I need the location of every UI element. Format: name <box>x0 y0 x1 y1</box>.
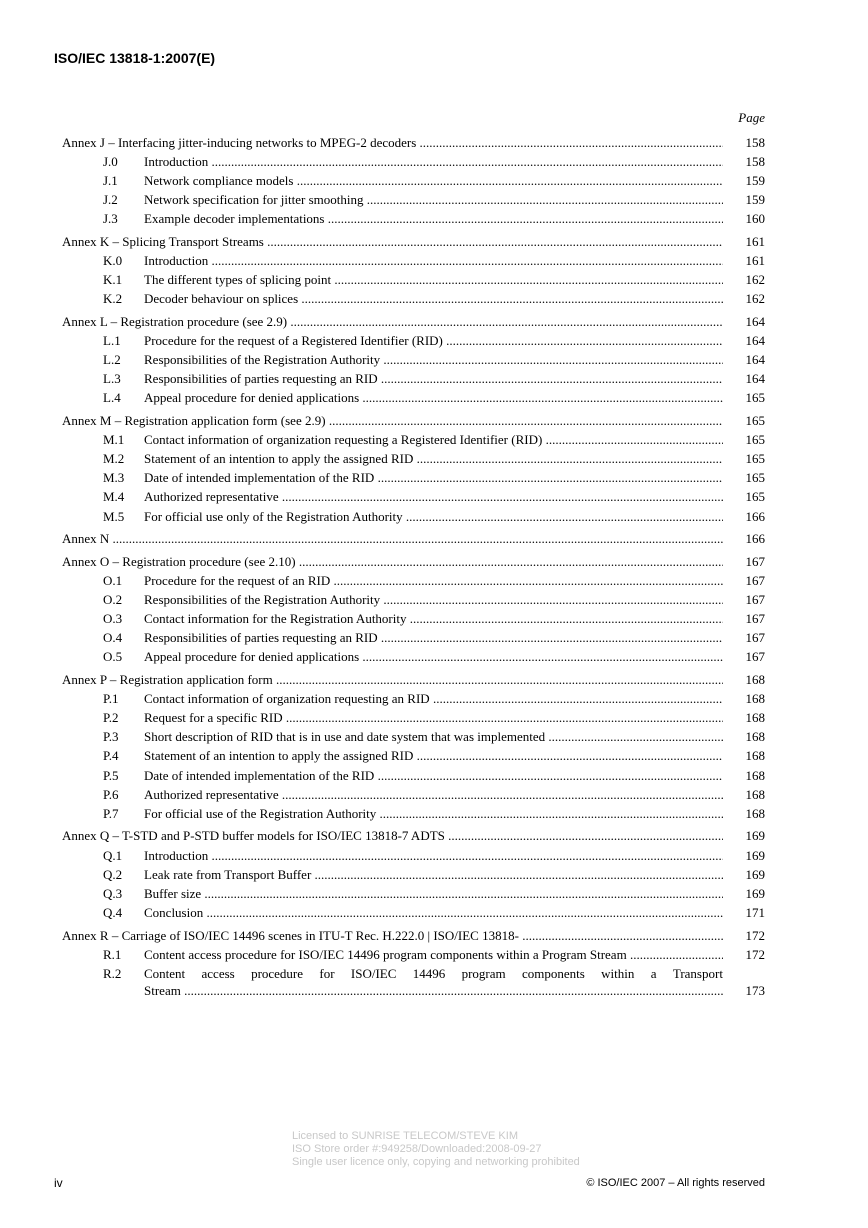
toc-section-title: Procedure for the request of an RID ..... <box>144 571 723 590</box>
toc-annex-entry[interactable] <box>62 411 765 430</box>
page-column-label: Page <box>738 110 765 125</box>
toc-section-number: M.5 <box>103 508 125 524</box>
watermark-line: Licensed to SUNRISE TELECOM/STEVE KIM <box>292 1130 518 1142</box>
toc-page-number: 161 <box>745 253 765 269</box>
toc-section-entry[interactable] <box>62 609 765 628</box>
toc-section-entry[interactable] <box>62 964 765 1001</box>
toc-section-entry[interactable] <box>62 590 765 609</box>
toc-annex-entry[interactable] <box>62 670 765 689</box>
toc-section-title: Date of intended implementation of the RID ..... <box>144 766 723 785</box>
toc-section-entry[interactable] <box>62 289 765 308</box>
toc-section-title: Authorized representative ..... <box>144 487 723 506</box>
toc-page-number: 168 <box>745 672 765 688</box>
toc-section-entry[interactable] <box>62 152 765 171</box>
toc-page-number: 168 <box>745 748 765 764</box>
toc-section-title: Contact information of organization requesting a Registered Identifier (RID) ..... <box>144 430 723 449</box>
toc-annex-entry[interactable] <box>62 552 765 571</box>
toc-annex-title: Annex Q – T-STD and P-STD buffer models for ISO/IEC 13818-7 ADTS ..... <box>62 826 723 845</box>
toc-section-entry[interactable] <box>62 270 765 289</box>
toc-section-entry[interactable] <box>62 804 765 823</box>
toc-section-title: Introduction ..... <box>144 152 723 171</box>
table-of-contents <box>62 133 765 1001</box>
watermark-line: Single user licence only, copying and networking prohibited <box>292 1156 580 1168</box>
toc-annex-title: Annex J – Interfacing jitter-inducing networks to MPEG-2 decoders ..... <box>62 133 723 152</box>
toc-annex-entry[interactable] <box>62 312 765 331</box>
toc-section-number: L.4 <box>103 390 121 406</box>
page-number: iv <box>54 1176 63 1190</box>
toc-annex-entry[interactable] <box>62 529 765 548</box>
toc-section-number: L.3 <box>103 371 121 387</box>
toc-section-number: O.1 <box>103 573 123 589</box>
toc-page-number: 168 <box>745 767 765 783</box>
toc-section-title: Request for a specific RID ..... <box>144 708 723 727</box>
toc-section-entry[interactable] <box>62 647 765 666</box>
toc-section-entry[interactable] <box>62 689 765 708</box>
toc-section-entry[interactable] <box>62 190 765 209</box>
toc-section-number: Q.1 <box>103 847 123 863</box>
toc-section-title: Contact information of organization requesting an RID ..... <box>144 689 723 708</box>
toc-section-title: Responsibilities of the Registration Authority ..... <box>144 590 723 609</box>
toc-section-entry[interactable] <box>62 388 765 407</box>
toc-section-title: Authorized representative ..... <box>144 785 723 804</box>
toc-section-number: Q.3 <box>103 885 123 901</box>
toc-page-number: 169 <box>745 885 765 901</box>
toc-section-number: P.4 <box>103 748 119 764</box>
toc-section-entry[interactable] <box>62 746 765 765</box>
toc-section-entry[interactable] <box>62 487 765 506</box>
toc-annex-entry[interactable] <box>62 826 765 845</box>
toc-page-number: 169 <box>745 866 765 882</box>
toc-section-number: L.2 <box>103 352 121 368</box>
toc-section-title: Appeal procedure for denied applications ..... <box>144 647 723 666</box>
toc-page-number: 167 <box>745 592 765 608</box>
toc-section-number: M.3 <box>103 470 125 486</box>
toc-section-entry[interactable] <box>62 708 765 727</box>
toc-section-entry[interactable] <box>62 884 765 903</box>
toc-section-title: Example decoder implementations ..... <box>144 209 723 228</box>
toc-section-entry[interactable] <box>62 468 765 487</box>
toc-section-number: J.2 <box>103 192 118 208</box>
toc-section-entry[interactable] <box>62 945 765 964</box>
toc-section-title: Network compliance models ..... <box>144 171 723 190</box>
toc-annex-title: Annex M – Registration application form (see 2.9) ..... <box>62 411 723 430</box>
toc-annex-entry[interactable] <box>62 232 765 251</box>
toc-section-entry[interactable] <box>62 785 765 804</box>
toc-section-number: P.5 <box>103 767 119 783</box>
toc-section-number: O.2 <box>103 592 123 608</box>
toc-section-number: K.1 <box>103 272 123 288</box>
toc-page-number: 165 <box>745 390 765 406</box>
toc-section-entry[interactable] <box>62 430 765 449</box>
toc-annex-title: Annex K – Splicing Transport Streams ..... <box>62 232 723 251</box>
toc-section-title: Contact information for the Registration Authority ..... <box>144 609 723 628</box>
toc-page-number: 169 <box>745 847 765 863</box>
toc-page-number: 160 <box>745 211 765 227</box>
toc-page-number: 165 <box>745 470 765 486</box>
toc-section-entry[interactable] <box>62 628 765 647</box>
toc-section-title: Content access procedure for ISO/IEC 14496 program components within a Program Stream ..... <box>144 945 723 964</box>
toc-section-entry[interactable] <box>62 865 765 884</box>
toc-section-title: Leak rate from Transport Buffer ..... <box>144 865 723 884</box>
toc-section-title: Decoder behaviour on splices ..... <box>144 289 723 308</box>
toc-section-number: L.1 <box>103 333 121 349</box>
toc-section-number: P.3 <box>103 729 119 745</box>
toc-page-number: 172 <box>745 927 765 943</box>
toc-page-number: 167 <box>745 611 765 627</box>
toc-section-number: J.0 <box>103 154 118 170</box>
toc-section-entry[interactable] <box>62 350 765 369</box>
toc-section-title: Buffer size ..... <box>144 884 723 903</box>
toc-section-title-line2: Stream ..... <box>144 981 723 1000</box>
toc-page-number: 165 <box>745 489 765 505</box>
toc-section-number: J.1 <box>103 173 118 189</box>
toc-page-number: 165 <box>745 451 765 467</box>
toc-section-title: The different types of splicing point ..... <box>144 270 723 289</box>
toc-page-number: 165 <box>745 413 765 429</box>
toc-section-title: Introduction ..... <box>144 251 723 270</box>
toc-section-number: M.2 <box>103 451 125 467</box>
toc-section-entry[interactable] <box>62 369 765 388</box>
toc-page-number: 167 <box>745 573 765 589</box>
toc-section-number: P.6 <box>103 786 119 802</box>
toc-page-number: 161 <box>745 234 765 250</box>
toc-section-number: R.2 <box>103 965 122 981</box>
copyright-notice: © ISO/IEC 2007 – All rights reserved <box>586 1177 765 1189</box>
document-id-header: ISO/IEC 13818-1:2007(E) <box>54 50 216 66</box>
toc-page-number: 158 <box>745 135 765 150</box>
toc-page-number: 168 <box>745 710 765 726</box>
toc-section-title: For official use of the Registration Authority ..... <box>144 804 723 823</box>
toc-page-number: 164 <box>745 352 765 368</box>
toc-section-title-line1: Content access procedure for ISO/IEC 14496 program components within a Transport <box>144 965 723 981</box>
toc-annex-entry[interactable] <box>62 926 765 945</box>
toc-section-number: P.1 <box>103 691 119 707</box>
toc-section-number: J.3 <box>103 211 118 227</box>
toc-annex-title: Annex P – Registration application form ..... <box>62 670 723 689</box>
toc-page-number: 162 <box>745 291 765 307</box>
license-watermark <box>292 1130 580 1169</box>
toc-section-entry[interactable] <box>62 171 765 190</box>
toc-page-number: 164 <box>745 333 765 349</box>
toc-page-number: 166 <box>745 531 765 547</box>
toc-page-number: 168 <box>745 691 765 707</box>
toc-page-number: 173 <box>745 983 765 999</box>
toc-section-title: Date of intended implementation of the RID ..... <box>144 468 723 487</box>
toc-section-title: Appeal procedure for denied applications ..... <box>144 388 723 407</box>
toc-section-number: O.5 <box>103 649 123 665</box>
toc-section-title: Introduction ..... <box>144 846 723 865</box>
toc-page-number: 159 <box>745 173 765 189</box>
toc-section-number: Q.4 <box>103 904 123 920</box>
toc-annex-title: Annex R – Carriage of ISO/IEC 14496 scenes in ITU-T Rec. H.222.0 | ISO/IEC 13818- ..... <box>62 926 723 945</box>
toc-page-number: 167 <box>745 553 765 569</box>
toc-page-number: 167 <box>745 649 765 665</box>
toc-section-title: For official use only of the Registration Authority ..... <box>144 507 723 526</box>
toc-section-title: Short description of RID that is in use and date system that was implemented ..... <box>144 727 723 746</box>
toc-page-number: 164 <box>745 314 765 330</box>
toc-section-title: Responsibilities of parties requesting an RID ..... <box>144 369 723 388</box>
toc-page-number: 158 <box>745 154 765 170</box>
toc-section-entry[interactable] <box>62 727 765 746</box>
toc-page-number: 159 <box>745 192 765 208</box>
toc-page-number: 165 <box>745 432 765 448</box>
toc-section-entry[interactable] <box>62 331 765 350</box>
toc-section-number: K.2 <box>103 291 123 307</box>
toc-section-entry[interactable] <box>62 209 765 228</box>
toc-section-entry[interactable] <box>62 846 765 865</box>
toc-page-number: 162 <box>745 272 765 288</box>
toc-section-title: Statement of an intention to apply the assigned RID ..... <box>144 746 723 765</box>
toc-section-number: R.1 <box>103 946 122 962</box>
toc-annex-title: Annex N ..... <box>62 529 723 548</box>
toc-section-title: Conclusion ..... <box>144 903 723 922</box>
toc-section-entry[interactable] <box>62 766 765 785</box>
toc-page-number: 171 <box>745 904 765 920</box>
toc-section-entry[interactable] <box>62 507 765 526</box>
toc-page-number: 172 <box>745 946 765 962</box>
toc-page-number: 164 <box>745 371 765 387</box>
toc-section-number: K.0 <box>103 253 123 269</box>
toc-page-number: 168 <box>745 729 765 745</box>
toc-page-number: 169 <box>745 828 765 844</box>
toc-page-number: 166 <box>745 508 765 524</box>
toc-section-title: Statement of an intention to apply the assigned RID ..... <box>144 449 723 468</box>
toc-annex-entry[interactable] <box>62 133 765 152</box>
watermark-line: ISO Store order #:949258/Downloaded:2008-09-27 <box>292 1143 542 1155</box>
toc-section-number: P.7 <box>103 805 119 821</box>
toc-section-entry[interactable] <box>62 251 765 270</box>
toc-section-entry[interactable] <box>62 449 765 468</box>
toc-annex-title: Annex L – Registration procedure (see 2.9) ..... <box>62 312 723 331</box>
toc-page-number: 168 <box>745 805 765 821</box>
toc-section-entry[interactable] <box>62 571 765 590</box>
toc-page-number: 168 <box>745 786 765 802</box>
toc-section-number: Q.2 <box>103 866 123 882</box>
toc-section-title: Responsibilities of parties requesting an RID ..... <box>144 628 723 647</box>
toc-section-number: M.4 <box>103 489 125 505</box>
toc-section-number: O.4 <box>103 630 123 646</box>
toc-section-entry[interactable] <box>62 903 765 922</box>
toc-annex-title: Annex O – Registration procedure (see 2.10) ..... <box>62 552 723 571</box>
toc-section-number: P.2 <box>103 710 119 726</box>
toc-section-number: M.1 <box>103 432 125 448</box>
toc-section-title: Responsibilities of the Registration Authority ..... <box>144 350 723 369</box>
toc-page-number: 167 <box>745 630 765 646</box>
toc-section-title: Network specification for jitter smoothing ..... <box>144 190 723 209</box>
toc-section-title: Procedure for the request of a Registered Identifier (RID) ..... <box>144 331 723 350</box>
toc-section-number: O.3 <box>103 611 123 627</box>
